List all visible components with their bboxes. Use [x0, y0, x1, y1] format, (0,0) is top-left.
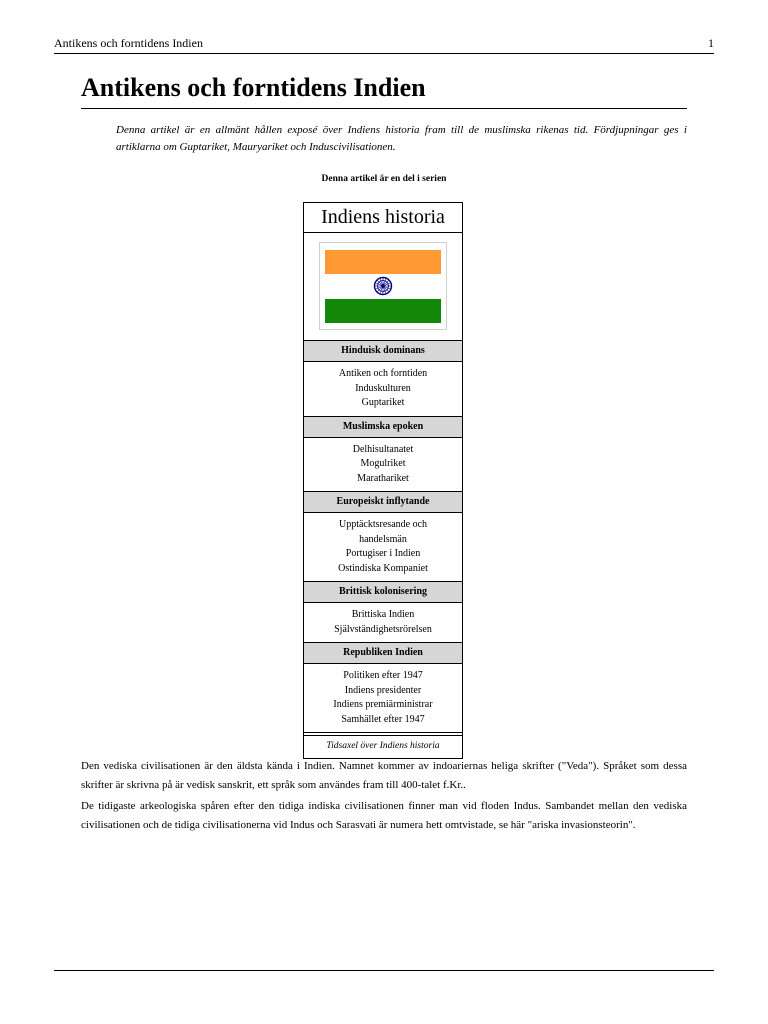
section-list-europeiskt-inflytande: [304, 513, 462, 582]
page-number: 1: [708, 36, 714, 50]
infobox-link[interactable]: Ostindiska Kompaniet: [338, 562, 428, 574]
infobox-link[interactable]: Delhisultanatet: [352, 443, 414, 455]
infobox-link[interactable]: Självständighetsrörelsen: [334, 623, 432, 635]
series-caption: Denna artikel är en del i serien: [321, 174, 447, 184]
running-head-title: Antikens och forntidens Indien: [54, 36, 203, 50]
ashoka-chakra-icon: [373, 276, 393, 296]
infobox-title[interactable]: Indiens historia: [304, 203, 462, 233]
intro-hatnote: Denna artikel är en allmänt hållen exposé över Indiens historia fram till de muslimska rikenas tid. Fördjupningar ges i artiklarna om Guptariket, Mauryariket och Induscivilisationen.: [116, 124, 687, 153]
infobox-link[interactable]: Mogulriket: [360, 458, 406, 469]
infobox-flag-cell: [304, 233, 462, 341]
flag-green-band: [325, 299, 441, 323]
infobox-link[interactable]: Politiken efter 1947: [343, 670, 423, 681]
infobox-link[interactable]: Indiens premiärministrar: [333, 699, 433, 710]
infobox-link[interactable]: Indiens presidenter: [344, 684, 422, 696]
flag-white-band: [325, 274, 441, 298]
section-list-muslimska-epoken: [304, 438, 462, 493]
infobox-link[interactable]: handelsmän: [359, 533, 407, 545]
page-title: Antikens och forntidens Indien: [81, 72, 687, 109]
section-heading-hinduisk-dominans: Hinduisk dominans: [304, 341, 462, 362]
infobox-link[interactable]: Induskulturen: [355, 382, 411, 394]
infobox-link[interactable]: Upptäcktsresande och: [338, 519, 428, 530]
infobox-link[interactable]: Guptariket: [361, 397, 405, 408]
section-heading-europeiskt-inflytande: Europeiskt inflytande: [304, 492, 462, 513]
body-paragraph: Den vediska civilisationen är den äldsta kända i Indien. Namnet kommer av indoariernas heliga skrifter ("Veda"). Språket som dessa skrifter är skrivna på är vedisk sanskrit, ett språk som användes fram till 400-talet f.Kr..: [81, 760, 687, 791]
footer-rule: [54, 970, 714, 971]
infobox-link[interactable]: Marathariket: [357, 472, 409, 484]
running-header: [54, 36, 714, 54]
infobox-link[interactable]: Samhället efter 1947: [341, 713, 425, 725]
section-heading-brittisk-kolonisering: Brittisk kolonisering: [304, 582, 462, 603]
body-paragraph: De tidigaste arkeologiska spåren efter den tidiga indiska civilisationen finner man vid floden Indus. Sambandet mellan den vediska civilisationen och de tidiga civilisationerna vid Indus och Sarasvati är numera hett omtvistade, se här "ariska invasionsteorin".: [81, 800, 687, 831]
section-list-republiken-indien: [304, 664, 462, 733]
flag-bands: [325, 250, 441, 323]
infobox-indiens-historia: [303, 202, 463, 759]
section-heading-republiken-indien: Republiken Indien: [304, 643, 462, 664]
section-list-brittisk-kolonisering: [304, 603, 462, 643]
infobox-link[interactable]: Brittiska Indien: [351, 609, 415, 620]
india-flag-icon[interactable]: [319, 242, 447, 330]
section-list-hinduisk-dominans: [304, 362, 462, 417]
flag-saffron-band: [325, 250, 441, 274]
infobox-footer-timeline-link[interactable]: Tidsaxel över Indiens historia: [304, 735, 462, 758]
infobox-link[interactable]: Antiken och forntiden: [338, 368, 428, 379]
infobox-link[interactable]: Portugiser i Indien: [345, 548, 421, 559]
section-heading-muslimska-epoken: Muslimska epoken: [304, 417, 462, 438]
